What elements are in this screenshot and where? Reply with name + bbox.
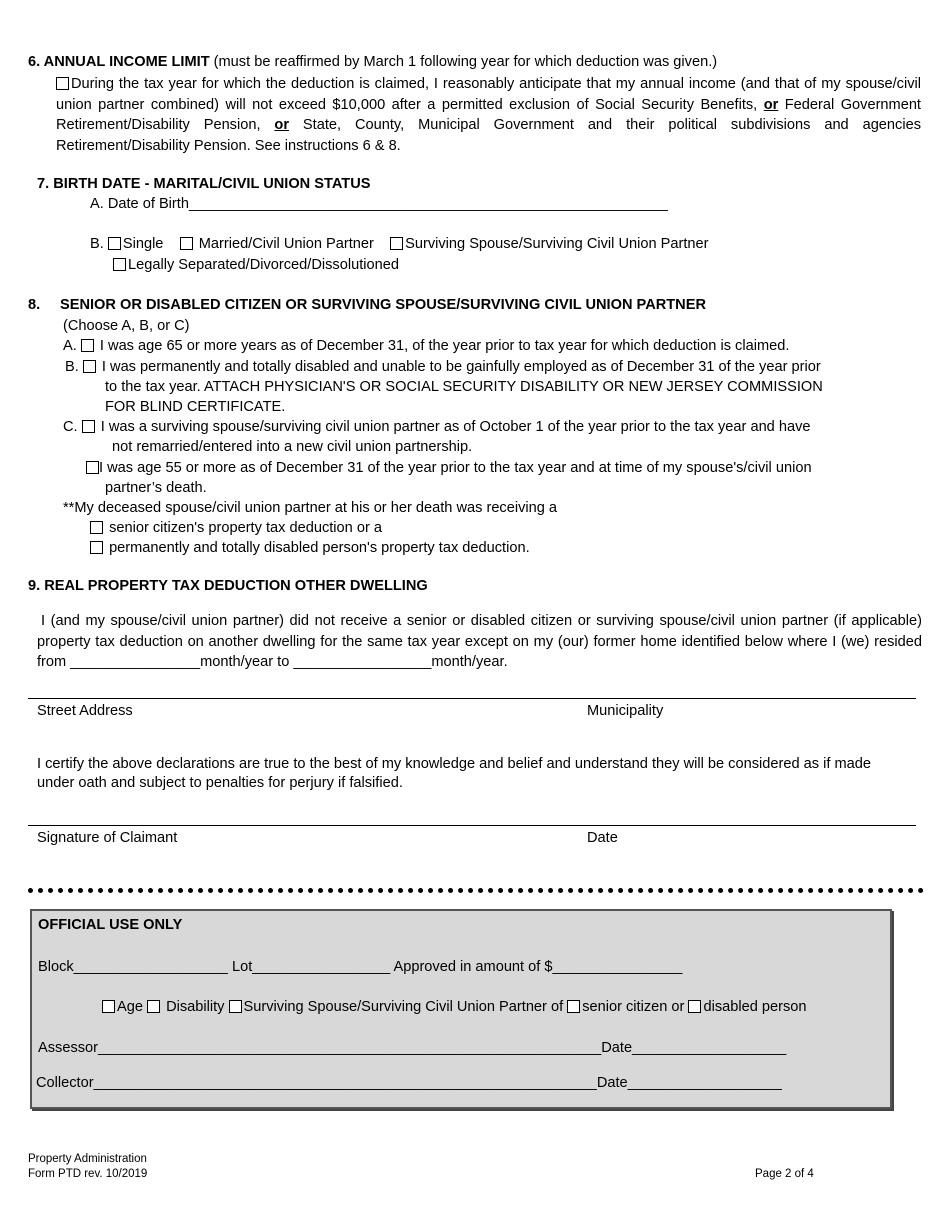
income-limit-checkbox[interactable] bbox=[56, 77, 69, 90]
block-field[interactable]: Block___________________ bbox=[38, 959, 228, 975]
senior-citizen-checkbox[interactable] bbox=[567, 1000, 580, 1013]
disabled-person-label: disabled person bbox=[703, 999, 807, 1015]
disability-checkbox[interactable] bbox=[147, 1000, 160, 1013]
street-address-label: Street Address bbox=[37, 703, 133, 719]
or-emphasis: or bbox=[763, 96, 779, 113]
assessor-row bbox=[38, 1039, 786, 1057]
section-9-title: 9. REAL PROPERTY TAX DEDUCTION OTHER DWELLING bbox=[28, 578, 428, 594]
single-label: Single bbox=[122, 236, 164, 252]
assessor-date-field[interactable]: Date___________________ bbox=[601, 1040, 787, 1056]
choose-instruction: (Choose A, B, or C) bbox=[63, 318, 190, 334]
section-8-title: SENIOR OR DISABLED CITIZEN OR SURVIVING SPOUSE/SURVIVING CIVIL UNION PARTNER bbox=[60, 297, 706, 313]
marital-status-row bbox=[90, 235, 709, 253]
surviving-spouse-checkbox[interactable] bbox=[390, 237, 403, 250]
option-prefix: A. bbox=[63, 338, 77, 354]
surviving-partner-checkbox[interactable] bbox=[229, 1000, 242, 1013]
cut-line-divider bbox=[28, 888, 924, 893]
age-55-row bbox=[86, 459, 812, 477]
official-category-row bbox=[102, 998, 807, 1016]
deceased-spouse-text: **My deceased spouse/civil union partner at his or her death was receiving a bbox=[63, 500, 558, 516]
disabled-deduction-label: permanently and totally disabled person's property tax deduction. bbox=[109, 540, 530, 556]
option-c-checkbox[interactable] bbox=[82, 420, 95, 433]
option-a-checkbox[interactable] bbox=[81, 339, 94, 352]
surviving-spouse-label: Surviving Spouse/Surviving Civil Union Partner bbox=[405, 236, 709, 252]
municipality-label: Municipality bbox=[587, 703, 664, 719]
age-55-checkbox[interactable] bbox=[86, 461, 99, 474]
section-6-text-c: State, County, Municipal Government and their political subdivisions and agencies Retirement/Disability Pension. See instructions 6 & 8. bbox=[56, 117, 921, 154]
option-c-text-2: not remarried/entered into a new civil union partnership. bbox=[112, 439, 473, 455]
address-line[interactable] bbox=[28, 698, 916, 699]
official-use-title: OFFICIAL USE ONLY bbox=[38, 917, 183, 933]
option-b-checkbox[interactable] bbox=[83, 360, 96, 373]
section-7-title: 7. BIRTH DATE - MARITAL/CIVIL UNION STATUS bbox=[37, 176, 371, 192]
option-c-row bbox=[63, 418, 811, 436]
option-c-text: I was a surviving spouse/surviving civil union partner as of October 1 of the year prior to the tax year and have bbox=[100, 419, 811, 435]
assessor-field[interactable]: Assessor______________________________________________________________ bbox=[38, 1040, 602, 1056]
option-b-text-2: to the tax year. ATTACH PHYSICIAN'S OR SOCIAL SECURITY DISABILITY OR NEW JERSEY COMMISSION bbox=[105, 379, 823, 395]
age-checkbox[interactable] bbox=[102, 1000, 115, 1013]
signature-label: Signature of Claimant bbox=[37, 830, 178, 846]
married-label: Married/Civil Union Partner bbox=[198, 236, 374, 252]
option-a-row bbox=[63, 337, 789, 355]
separated-label: Legally Separated/Divorced/Dissolutioned bbox=[128, 257, 399, 273]
date-of-birth-field[interactable]: A. Date of Birth___________________________________________________________ bbox=[90, 196, 668, 212]
approved-amount-field[interactable]: Approved in amount of $________________ bbox=[393, 959, 683, 975]
married-checkbox[interactable] bbox=[180, 237, 193, 250]
option-prefix: B. bbox=[90, 236, 104, 252]
footer-form-id: Form PTD rev. 10/2019 bbox=[28, 1168, 148, 1180]
disabled-deduction-row bbox=[90, 539, 530, 557]
senior-deduction-row bbox=[90, 519, 382, 537]
option-b-row bbox=[65, 358, 821, 376]
option-b-text-3: FOR BLIND CERTIFICATE. bbox=[105, 399, 286, 415]
section-9-statement: I (and my spouse/civil union partner) did not receive a senior or disabled citizen or surviving spouse/civil union partner (if applicable) property tax deduction on another dwelling for the same tax year except on my (our) former home identified below where I (we) resided from ________________month/year to _________________month/year. bbox=[37, 613, 922, 670]
surviving-partner-label: Surviving Spouse/Surviving Civil Union Partner of bbox=[243, 999, 564, 1015]
age-label: Age bbox=[117, 999, 143, 1015]
disabled-person-checkbox[interactable] bbox=[688, 1000, 701, 1013]
senior-deduction-checkbox[interactable] bbox=[90, 521, 103, 534]
option-prefix: C. bbox=[63, 419, 78, 435]
section-8-number: 8. bbox=[28, 297, 41, 313]
footer-department: Property Administration bbox=[28, 1153, 147, 1165]
collector-row bbox=[36, 1074, 782, 1092]
section-6-text-b: Federal Government Retirement/Disability Pension, bbox=[56, 96, 921, 133]
footer-page-number: Page 2 of 4 bbox=[755, 1168, 814, 1180]
certification-text: I certify the above declarations are true to the best of my knowledge and belief and understand they will be considered as if made under oath and subject to penalties for perjury if falsified. bbox=[37, 756, 871, 791]
option-a-text: I was age 65 or more years as of December 31, of the year prior to tax year for which deduction is claimed. bbox=[99, 338, 790, 354]
or-emphasis: or bbox=[274, 117, 290, 133]
section-6-statement bbox=[56, 74, 921, 156]
age-55-text: I was age 55 or more as of December 31 of the year prior to the tax year and at time of my spouse's/civil union bbox=[99, 460, 812, 476]
signature-line[interactable] bbox=[28, 825, 916, 826]
option-b-text: I was permanently and totally disabled and unable to be gainfully employed as of December 31 of the year prior bbox=[101, 359, 821, 375]
separated-checkbox[interactable] bbox=[113, 258, 126, 271]
disability-label: Disability bbox=[166, 999, 225, 1015]
age-55-text-2: partner’s death. bbox=[105, 480, 207, 496]
senior-citizen-label: senior citizen or bbox=[582, 999, 685, 1015]
collector-field[interactable]: Collector______________________________________________________________ bbox=[36, 1075, 597, 1091]
section-6-title: 6. ANNUAL INCOME LIMIT bbox=[28, 54, 210, 70]
collector-date-field[interactable]: Date___________________ bbox=[596, 1075, 782, 1091]
lot-field[interactable]: Lot_________________ bbox=[231, 959, 391, 975]
signature-date-label: Date bbox=[587, 830, 618, 846]
separated-row bbox=[113, 256, 399, 274]
section-6-text-a: During the tax year for which the deduction is claimed, I reasonably anticipate that my annual income (and that of my spouse/civil union partner combined) will not exceed $10,000 after a permitted exclusion of Social Security Benefits, bbox=[56, 76, 921, 113]
senior-deduction-label: senior citizen's property tax deduction or a bbox=[109, 520, 382, 536]
block-lot-row bbox=[38, 958, 682, 976]
official-use-box bbox=[30, 909, 892, 1109]
section-6-note: (must be reaffirmed by March 1 following year for which deduction was given.) bbox=[209, 54, 718, 70]
single-checkbox[interactable] bbox=[108, 237, 121, 250]
section-6-heading bbox=[28, 53, 717, 71]
option-prefix: B. bbox=[65, 359, 79, 375]
disabled-deduction-checkbox[interactable] bbox=[90, 541, 103, 554]
